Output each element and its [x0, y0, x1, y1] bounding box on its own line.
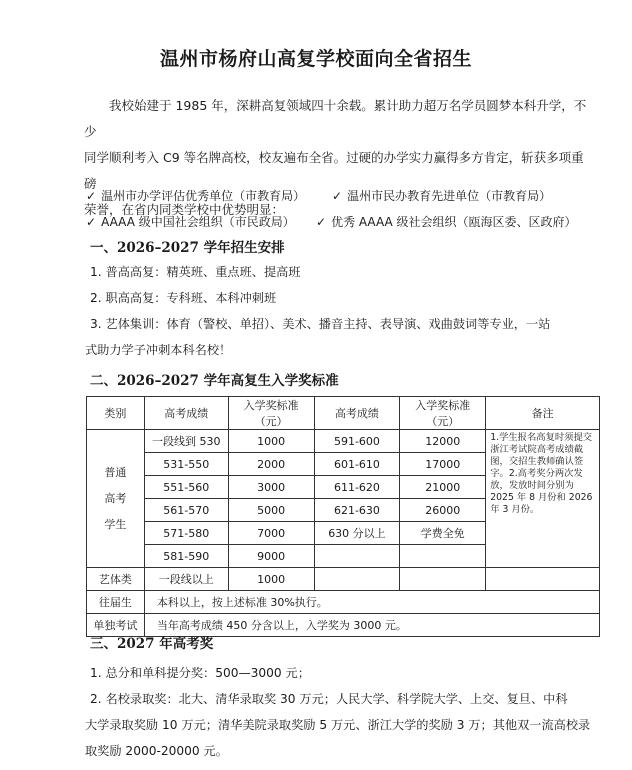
award-cell: 12000: [400, 430, 486, 453]
intro-line: 同学顺利考入 C9 等名牌高校，校友遍布全省。过硬的办学实力赢得多方肯定，斩获多项重磅: [84, 150, 584, 191]
single-text-cell: 当年高考成绩 450 分含以上，入学奖为 3000 元。: [144, 614, 599, 637]
award-cell: 学费全免: [400, 522, 486, 545]
art-score-cell: 一段线以上: [144, 568, 228, 591]
admission-award-table: [86, 396, 600, 637]
single-label-cell: 单独考试: [87, 614, 145, 637]
header-cell: 高考成绩: [314, 397, 400, 430]
award-cell: 21000: [400, 476, 486, 499]
honor-text: 温州市办学评估优秀单位（市教育局）: [101, 189, 306, 203]
header-cell: 入学奖标准（元）: [400, 397, 486, 430]
header-cell: 类别: [87, 397, 145, 430]
score-cell: 611-620: [314, 476, 400, 499]
score-cell: 561-570: [144, 499, 228, 522]
honor-text: AAAA 级中国社会组织（市民政局）: [101, 215, 295, 229]
section-heading-1: 一、2026–2027 学年招生安排: [90, 240, 285, 256]
honor-text: 温州市民办教育先进单位（市教育局）: [347, 189, 552, 203]
award-cell: 5000: [228, 499, 314, 522]
section3-item: 2. 名校录取奖：北大、清华录取奖 30 万元；人民大学、科学院大学、上交、复旦、中科: [90, 692, 568, 706]
section3-item: 1. 总分和单科提分奖：500—3000 元；: [90, 666, 310, 680]
empty-cell: [486, 568, 600, 591]
art-label-cell: 艺体类: [87, 568, 145, 591]
score-cell: [314, 545, 400, 568]
table-row: [87, 591, 600, 614]
honor-text: 优秀 AAAA 级社会组织（瓯海区委、区政府）: [331, 215, 577, 229]
check-icon: ✓: [86, 189, 97, 203]
check-icon: ✓: [86, 215, 97, 229]
empty-cell: [314, 568, 400, 591]
score-cell: 551-560: [144, 476, 228, 499]
section1-item: 式助力学子冲刺本科名校！: [85, 343, 232, 357]
award-cell: 1000: [228, 430, 314, 453]
page-title: 温州市杨府山高复学校面向全省招生: [159, 48, 472, 70]
category-line: 普通: [104, 465, 127, 479]
note-cell: 1.学生报名高复时须提交浙江考试院高考成绩截图，交招生教师确认签字。2.高考奖分两次发放，发放时间分别为 2025 年 8 月份和 2026 年 3 月份。: [486, 430, 600, 568]
award-cell: 7000: [228, 522, 314, 545]
score-cell: 621-630: [314, 499, 400, 522]
award-cell: [400, 545, 486, 568]
section1-item: 3. 艺体集训：体育（警校、单招）、美术、播音主持、表导演、戏曲鼓词等专业，一站: [90, 317, 551, 331]
section3-item: 大学录取奖励 10 万元；清华美院录取奖励 5 万元、浙江大学的奖励 3 万；其他双一流高校录: [85, 718, 591, 732]
honors-row: [86, 209, 606, 235]
section1-item: 1. 普高高复：精英班、重点班、提高班: [90, 265, 301, 279]
score-cell: 一段线到 530: [144, 430, 228, 453]
section1-item: 2. 职高高复：专科班、本科冲刺班: [90, 291, 277, 305]
honors-list: [86, 183, 606, 235]
score-cell: 531-550: [144, 453, 228, 476]
score-cell: 601-610: [314, 453, 400, 476]
category-cell: [87, 430, 145, 568]
award-cell: 26000: [400, 499, 486, 522]
table-row: [87, 430, 600, 453]
award-cell: 3000: [228, 476, 314, 499]
section3-item: 取奖励 2000-20000 元。: [85, 744, 228, 758]
header-cell: 备注: [486, 397, 600, 430]
category-line: 学生: [104, 517, 127, 531]
check-icon: ✓: [332, 189, 343, 203]
past-text-cell: 本科以上，按上述标准 30%执行。: [144, 591, 599, 614]
intro-line: 我校始建于 1985 年，深耕高复领域四十余载。累计助力超万名学员圆梦本科升学，不少: [84, 98, 587, 139]
honor-item: [316, 209, 577, 235]
section-heading-2: 二、2026–2027 学年高复生入学奖标准: [90, 373, 339, 389]
empty-cell: [400, 568, 486, 591]
art-award-cell: 1000: [228, 568, 314, 591]
honor-item: [86, 183, 318, 209]
score-cell: 581-590: [144, 545, 228, 568]
table-row: [87, 568, 600, 591]
table-header-row: [87, 397, 600, 430]
past-label-cell: 往届生: [87, 591, 145, 614]
honors-row: [86, 183, 606, 209]
score-cell: 571-580: [144, 522, 228, 545]
header-cell: 入学奖标准（元）: [228, 397, 314, 430]
category-line: 高考: [104, 491, 127, 505]
score-cell: 591-600: [314, 430, 400, 453]
award-cell: 9000: [228, 545, 314, 568]
intro-line: 荣誉，在省内同类学校中优势明显：: [84, 202, 285, 217]
honor-item: [86, 209, 302, 235]
honor-item: [332, 183, 551, 209]
award-cell: 2000: [228, 453, 314, 476]
check-icon: ✓: [316, 215, 327, 229]
section-heading-3: 三、2027 年高考奖: [90, 636, 214, 652]
header-cell: 高考成绩: [144, 397, 228, 430]
score-cell: 630 分以上: [314, 522, 400, 545]
award-cell: 17000: [400, 453, 486, 476]
